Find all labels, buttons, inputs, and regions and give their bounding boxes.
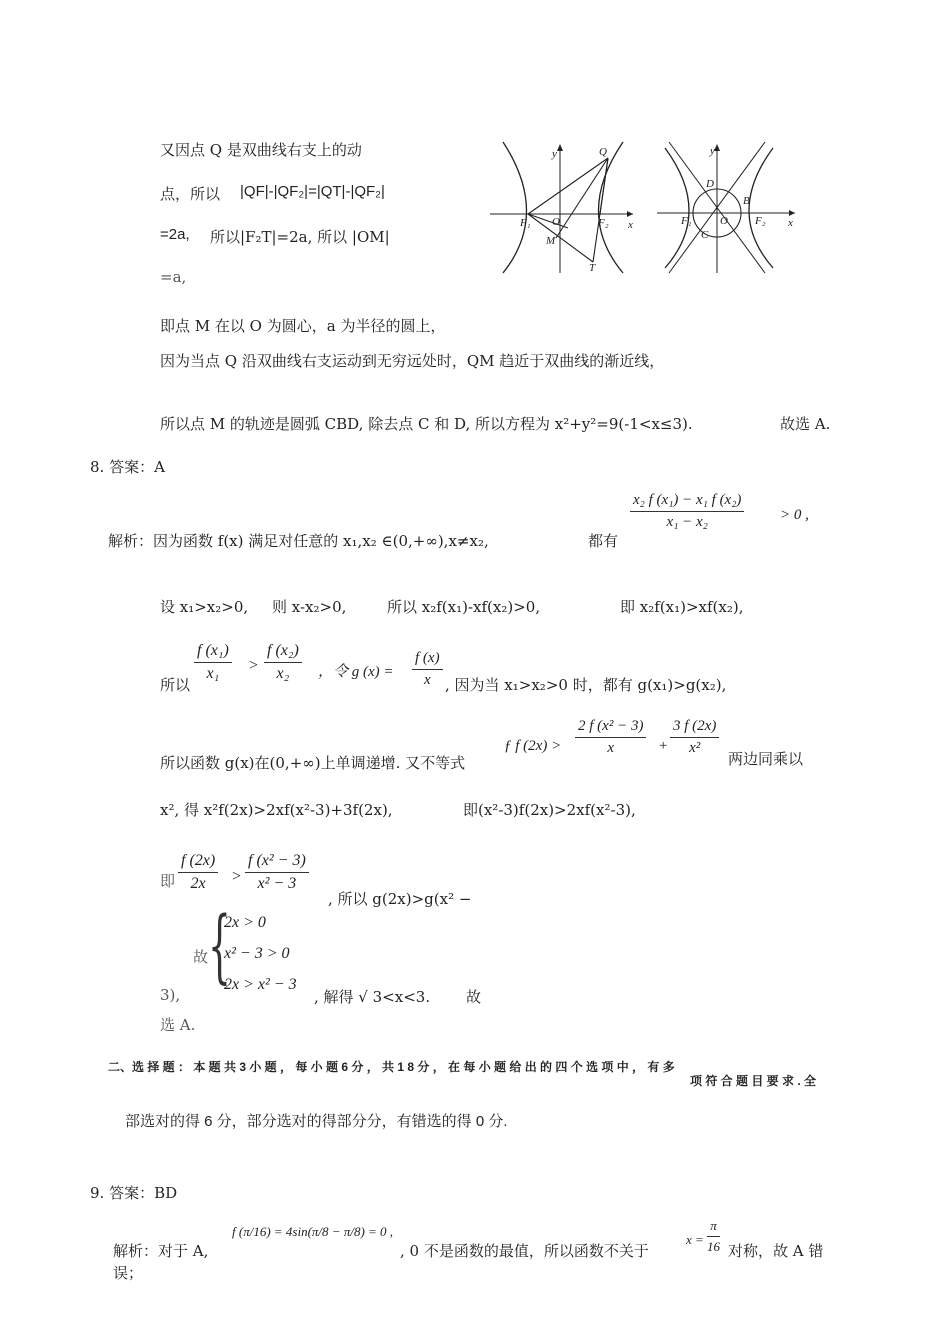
q8-fraction-1-num: x₂ f (x₁) − x₁ f (x₂) xyxy=(630,492,744,512)
q8-fraction-2-den: x₁ xyxy=(206,665,220,682)
q8-line3-tail: , 因为当 x₁>x₂>0 时，都有 g(x₁)>g(x₂), xyxy=(445,676,727,694)
fig1-label-o: O xyxy=(552,216,560,228)
q7-line7: 所以点 M 的轨迹是圆弧 CBD, 除去点 C 和 D, 所以方程为 x²+y²=9(-1<x≤3). xyxy=(160,415,693,433)
q8-line6-tail: , 所以 g(2x)>g(x² − xyxy=(328,890,472,908)
q9-analysis-prefix: 解析：对于 A, xyxy=(113,1242,209,1260)
q8-line7c: 故 xyxy=(466,988,482,1006)
q8-fraction-4-den: x xyxy=(423,672,431,688)
q9-answer: 9. 答案：BD xyxy=(90,1184,178,1202)
q8-fraction-8-num: f (x² − 3) xyxy=(245,852,309,873)
fig1-label-f2: F₂ xyxy=(598,217,609,229)
q7-line4: =a, xyxy=(160,268,187,286)
q8-sys-2: x² − 3 > 0 xyxy=(224,945,290,962)
q9-fraction-pi16 xyxy=(707,1218,720,1255)
q8-gt-1: > xyxy=(248,657,259,674)
fig2-label-o: O xyxy=(720,215,728,227)
q9-mid-text: , 0 不是函数的最值，所以函数不关于 xyxy=(400,1242,649,1260)
fig2-label-d: D xyxy=(706,178,714,190)
q8-ineq-lead: ƒ f (2x) > xyxy=(504,738,562,754)
q7-line2a: 点，所以 xyxy=(160,185,221,203)
fig1-label-t: T xyxy=(589,262,596,274)
q8-fraction-4-num: f (x) xyxy=(412,650,443,670)
q8-fraction-6 xyxy=(670,718,719,757)
q9-pi16-den: 16 xyxy=(707,1239,720,1254)
fig1-label-f1: F₁ xyxy=(520,217,531,229)
q8-fraction-3 xyxy=(264,642,302,683)
fig1-label-x: x xyxy=(628,219,633,231)
q8-answer: 8. 答案：A xyxy=(90,458,165,476)
q8-analysis-b: 都有 xyxy=(588,532,619,550)
q7-line3b: 所以|F₂T|=2a, 所以 |OM| xyxy=(210,228,390,246)
q8-line7a: 3), xyxy=(160,986,181,1004)
fig1-label-m: M xyxy=(546,235,556,247)
q8-fraction-6-num: 3 f (2x) xyxy=(670,718,719,738)
q8-line3-prefix: 所以 xyxy=(160,676,191,694)
hyperbola-figure-left xyxy=(488,140,638,275)
q8-analysis: 解析：因为函数 f(x) 满足对任意的 x₁,x₂ ∈(0,+∞),x≠x₂, xyxy=(108,532,489,550)
q8-fraction-1-den: x₁ − x₂ xyxy=(666,514,708,530)
q9-tail: 对称，故 A 错 xyxy=(728,1242,824,1260)
section2-heading-part2: 项 符 合 题 目 要 求 . 全 xyxy=(690,1074,817,1088)
q8-fraction-1 xyxy=(630,492,744,531)
q7-line2b: |QF|-|QF₂|=|QT|-|QF₂| xyxy=(240,183,385,200)
q9-f-expr: f (π/16) = 4sin(π/8 − π/8) = 0 , xyxy=(232,1224,394,1239)
q8-fraction-3-den: x₂ xyxy=(276,665,290,682)
q8-line2c: 所以 x₂f(x₁)-xf(x₂)>0, xyxy=(387,598,541,616)
q9-x-eq: x = xyxy=(686,1232,704,1247)
q7-line1: 又因点 Q 是双曲线右支上的动 xyxy=(160,141,362,159)
q8-gu: 故 xyxy=(193,948,209,966)
q8-system-brace: { xyxy=(208,899,231,992)
fig1-label-y: y xyxy=(552,148,557,160)
q9-line2: 误； xyxy=(113,1264,144,1282)
q8-sys-1: 2x > 0 xyxy=(224,914,266,931)
q7-line3a: =2a, xyxy=(160,226,190,243)
q8-fraction-1-tail: > 0 , xyxy=(780,507,809,523)
section2-heading-part1: 二、选 择 题 ： 本 题 共 3 小 题 ， 每 小 题 6 分 ， 共 1 8 分 ， 在 每 小 题 给 出 的 四 个 选 项 中 ， 有 多 xyxy=(108,1060,675,1074)
q8-fraction-2-num: f (x₁) xyxy=(194,642,232,663)
q8-fraction-5-den: x xyxy=(607,740,615,756)
q8-line5a: x², 得 x²f(2x)>2xf(x²-3)+3f(2x), xyxy=(160,801,393,819)
q8-fraction-5 xyxy=(575,718,646,757)
fig2-label-f1: F₁ xyxy=(681,215,692,227)
q8-gt-2: > xyxy=(231,868,242,885)
q7-line6: 因为当点 Q 沿双曲线右支运动到无穷远处时，QM 趋近于双曲线的渐近线， xyxy=(160,352,665,370)
q8-fraction-7 xyxy=(178,852,218,893)
q8-fraction-8-den: x² − 3 xyxy=(257,875,297,892)
fig2-label-y: y xyxy=(710,145,715,157)
q8-line2b: 则 x-x₂>0, xyxy=(272,598,347,616)
q8-fraction-6-den: x² xyxy=(689,740,701,756)
q8-line4-prefix: 所以函数 g(x)在(0,+∞)上单调递增. 又不等式 xyxy=(160,754,466,772)
q8-fraction-3-num: f (x₂) xyxy=(264,642,302,663)
q8-let-text: ，令 g (x) = xyxy=(318,664,394,680)
q8-sys-3: 2x > x² − 3 xyxy=(224,976,297,993)
q9-pi16-num: π xyxy=(707,1218,720,1237)
section2-heading-line2: 部选对的得 6 分，部分选对的得部分分，有错选的得 0 分. xyxy=(125,1113,508,1130)
q8-fraction-7-den: 2x xyxy=(190,875,206,892)
q8-line8: 选 A. xyxy=(160,1016,196,1034)
q8-line6-prefix: 即 xyxy=(160,872,176,890)
q8-line2d: 即 x₂f(x₁)>xf(x₂), xyxy=(620,598,744,616)
q8-fraction-5-num: 2 f (x² − 3) xyxy=(575,718,646,738)
q8-line4-tail: 两边同乘以 xyxy=(728,750,804,768)
fig2-label-x: x xyxy=(788,217,793,229)
fig2-label-b: B xyxy=(743,195,750,207)
q8-plus: + xyxy=(658,738,669,754)
q8-line7b: , 解得 √ 3<x<3. xyxy=(314,988,431,1006)
q8-fraction-8 xyxy=(245,852,309,893)
q8-line5b: 即(x²-3)f(2x)>2xf(x²-3), xyxy=(463,801,636,819)
q8-fraction-4 xyxy=(412,650,443,689)
hyperbola-figure-right xyxy=(655,140,800,275)
q8-fraction-7-num: f (2x) xyxy=(178,852,218,873)
q8-line2a: 设 x₁>x₂>0, xyxy=(160,598,249,616)
q7-line7-end: 故选 A. xyxy=(780,415,831,433)
q8-fraction-2 xyxy=(194,642,232,683)
fig2-label-c: C xyxy=(701,229,709,241)
q7-line5: 即点 M 在以 O 为圆心，a 为半径的圆上， xyxy=(160,317,446,335)
fig1-label-q: Q xyxy=(599,146,607,158)
fig2-label-f2: F₂ xyxy=(755,215,766,227)
